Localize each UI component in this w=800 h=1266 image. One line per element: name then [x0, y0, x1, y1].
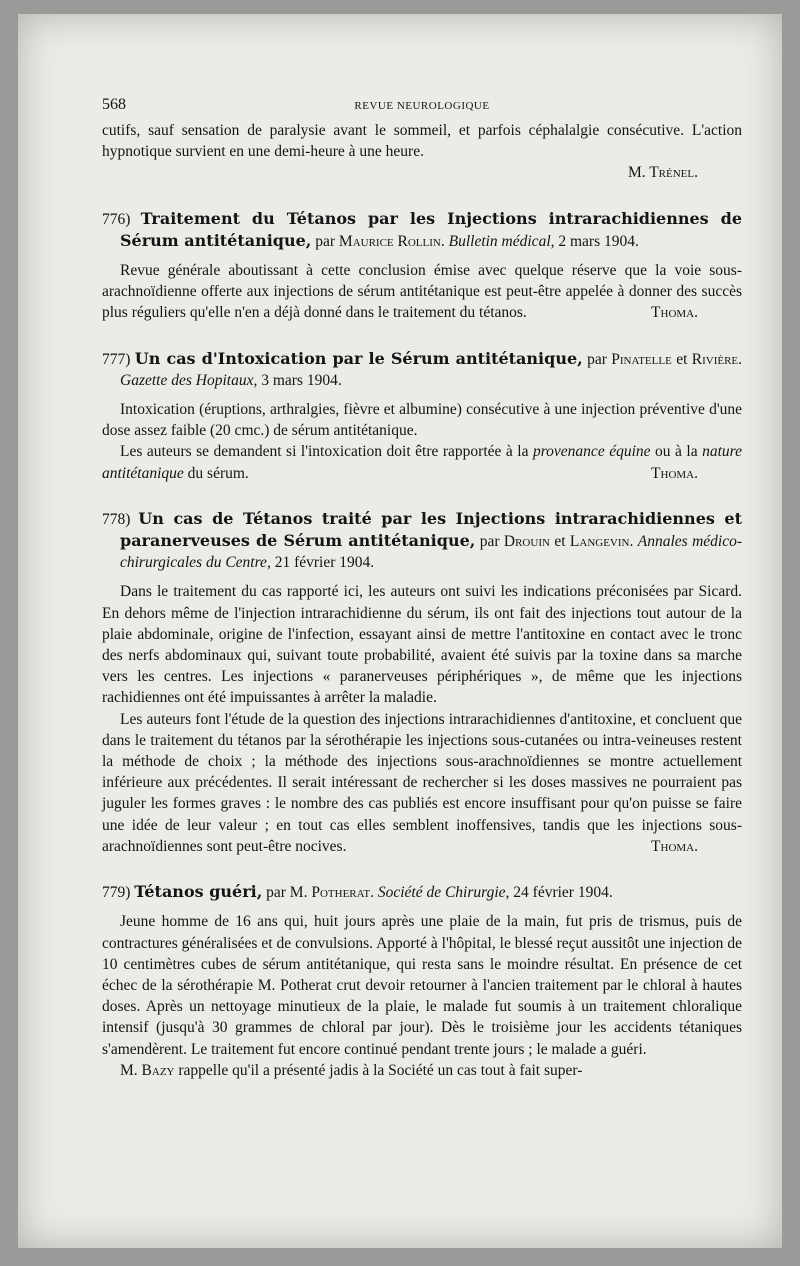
article-title: Tétanos guéri,	[134, 882, 263, 902]
article-paragraph: Les auteurs se demandent si l'intoxication doit être rapportée à la provenance équine ou à la nature antitétanique du sérum. Thoma.	[102, 441, 742, 483]
article-author: Pinatelle	[611, 350, 672, 368]
article-heading: 779) Tétanos guéri, par M. Potherat. Société de Chirurgie, 24 février 1904.	[102, 882, 613, 902]
article-number: 779)	[102, 884, 131, 902]
article-date: 24 février 1904.	[513, 884, 613, 902]
article-author: Drouin	[503, 533, 550, 551]
scanned-page	[18, 14, 782, 1248]
article-number: 778)	[102, 510, 131, 528]
article-paragraph: Les auteurs font l'étude de la question des injections intrarachidiennes d'antitoxine, et concluent que dans le traitement du tétanos par la sérothérapie les injections sous-cutanées ou intra-veineuses restent la méthode de choix ; la méthode des injections sous-arachnoïdiennes se montre actuellement inférieure aux précédentes. Il serait intéressant de rechercher si les doses massives ne pourraient pas juguler les formes graves : le nombre des cas publiés est encore insuffisant pour qu'on puisse se faire une idée de leur valeur ; en tout cas elles semblent inoffensives, tandis que les injections sous-arachnoïdiennes sont peut-être nocives. Thoma.	[102, 709, 742, 857]
page-header	[102, 94, 742, 120]
text-column	[102, 94, 742, 1081]
article-paragraph: Revue générale aboutissant à cette conclusion émise avec quelque réserve que la voie sous-arachnoïdienne offerte aux injections de sérum antitétanique est peut-être appelée à donner des succès plus réguliers qu'elle n'en a déjà donné dans le traitement du tétanos. Thoma.	[102, 260, 742, 324]
article-source: Bulletin médical,	[448, 232, 555, 250]
signature: Thoma.	[651, 464, 698, 482]
article-author: Langevin.	[569, 533, 634, 551]
article-number: 777)	[102, 350, 131, 368]
article-source: Annales médico-chirurgicales du Centre,	[120, 533, 742, 572]
article-777	[102, 348, 742, 484]
article-author: Rivière.	[691, 350, 743, 368]
article-date: 2 mars 1904.	[558, 232, 639, 250]
article-source: Société de Chirurgie,	[377, 884, 510, 902]
article-paragraph: Dans le traitement du cas rapporté ici, les auteurs ont suivi les indications préconisées par Sicard. En dehors même de l'injection intrarachidienne du sérum, ils ont fait des injections tout autour de la plaie abdominale, origine de l'infection, essayant ainsi de mettre l'antitoxine en contact avec le tronc des nerfs abdominaux qui, suivant toute probabilité, avaient été suivis par la toxine dans sa marche vers les centres. Les injections « paranerveuses périphériques », de même que les injections rachidiennes ont été impuissantes à arrêter la maladie.	[102, 583, 742, 707]
article-date: 21 février 1904.	[274, 554, 375, 572]
article-number: 776)	[102, 210, 131, 228]
article-author: Maurice Rollin.	[338, 232, 445, 250]
prev-article-text: cutifs, sauf sensation de paralysie avant le sommeil, et parfois céphalalgie consécutive. L'action hypnotique survient en une demi-heure à une heure.	[102, 122, 742, 161]
article-title: Un cas de Tétanos traité par les Injections intrarachidiennes et paranerveuses de Sérum antitétanique,	[120, 508, 743, 551]
article-paragraph: Intoxication (éruptions, arthralgies, fièvre et albumine) consécutive à une injection préventive d'une dose assez faible (20 cmc.) de sérum antitétanique.	[102, 401, 742, 440]
article-heading: 777) Un cas d'Intoxication par le Sérum antitétanique, par Pinatelle et Rivière. Gazette des Hopitaux, 3 mars 1904.	[102, 348, 743, 389]
article-779	[102, 881, 742, 1081]
article-date: 3 mars 1904.	[261, 371, 342, 389]
running-head: REVUE NEUROLOGIQUE	[354, 100, 490, 112]
signature: Thoma.	[651, 837, 698, 855]
page-number: 568	[102, 96, 126, 113]
article-author: Potherat.	[311, 884, 374, 902]
article-title: Traitement du Tétanos par les Injections intrarachidiennes de Sérum antitétanique,	[120, 208, 742, 250]
article-heading: 778) Un cas de Tétanos traité par les Injections intrarachidiennes et paranerveuses de Sérum antitétanique, par Drouin et Langevin. Annales médico-chirurgicales du Centre, 21 février 1904.	[102, 508, 743, 572]
article-paragraph: M. Bazy rappelle qu'il a présenté jadis à la Société un cas tout à fait super-	[120, 1061, 583, 1079]
article-heading: 776) Traitement du Tétanos par les Injections intrarachidiennes de Sérum antitétanique, par Maurice Rollin. Bulletin médical, 2 mars 1904.	[102, 208, 742, 250]
article-paragraph: Jeune homme de 16 ans qui, huit jours après une plaie de la main, fut pris de trismus, puis de contractures généralisées et de convulsions. Apporté à l'hôpital, le blessé reçut aussitôt une injection de 10 centimètres cubes de sérum antitétanique, qui resta sans le moindre résultat. En présence de cet échec de la sérothérapie M. Potherat crut devoir retourner à l'ancien traitement par le chloral à hautes doses. Après un nettoyage minutieux de la plaie, le malade fut soumis à un traitement chloralique intensif (jusqu'à 30 grammes de chloral par jour). Dès le troisième jour les accidents tétaniques s'amendèrent. Le traitement fut encore continué pendant trente jours ; le malade a guéri.	[102, 913, 742, 1058]
article-source: Gazette des Hopitaux,	[120, 371, 258, 389]
signature: M. Trénel.	[627, 164, 698, 182]
article-title: Un cas d'Intoxication par le Sérum antitétanique,	[134, 348, 583, 368]
article-776	[102, 208, 742, 324]
signature: Thoma.	[651, 304, 698, 322]
article-778	[102, 508, 742, 857]
